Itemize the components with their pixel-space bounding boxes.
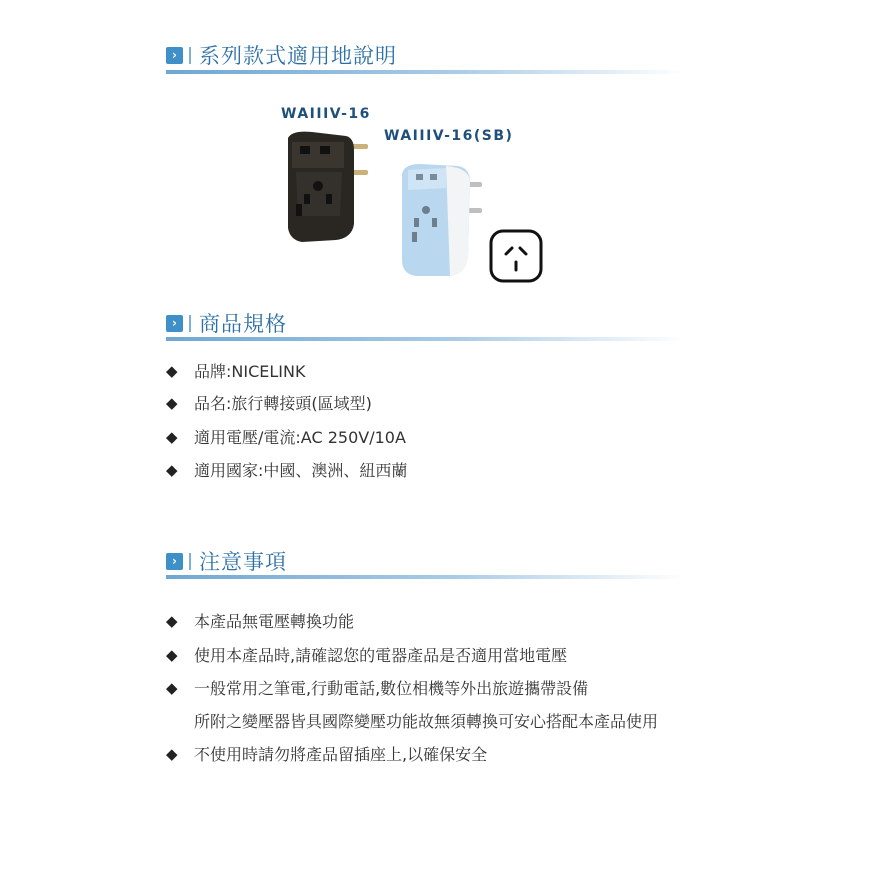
note-1: 本產品無電壓轉換功能 <box>194 612 355 631</box>
header-divider <box>189 553 191 570</box>
notes-section-header <box>166 546 287 576</box>
note-3-continuation: 所附之變壓器皆具國際變壓功能故無須轉換可安心搭配本產品使用 <box>194 712 659 731</box>
series-section-title: 系列款式適用地說明 <box>199 44 397 68</box>
chevron-right-icon: › <box>166 47 183 64</box>
specs-section-title: 商品規格 <box>199 312 287 336</box>
list-item <box>166 609 354 632</box>
note-4: 不使用時請勿將產品留插座上,以確保安全 <box>194 745 488 764</box>
list-item <box>166 359 305 382</box>
diamond-bullet-icon: ◆ <box>166 361 178 380</box>
list-item <box>166 643 567 666</box>
diamond-bullet-icon: ◆ <box>166 427 178 446</box>
spec-voltage: 適用電壓/電流:AC 250V/10A <box>194 428 406 447</box>
type-i-socket-icon <box>488 228 544 284</box>
diamond-bullet-icon: ◆ <box>166 645 178 664</box>
list-item <box>166 391 372 414</box>
chevron-right-icon: › <box>166 553 183 570</box>
chevron-right-icon: › <box>166 315 183 332</box>
list-item <box>166 742 487 765</box>
specs-underline <box>166 337 686 341</box>
list-item <box>166 676 588 699</box>
spec-name: 品名:旅行轉接頭(區域型) <box>194 394 372 413</box>
blue-adapter-image <box>396 160 488 280</box>
diamond-bullet-icon: ◆ <box>166 611 178 630</box>
model-label-black: WAIIIV-16 <box>281 106 371 122</box>
header-divider <box>189 47 191 64</box>
specs-section-header <box>166 308 287 338</box>
list-item <box>166 458 407 481</box>
spec-brand: 品牌:NICELINK <box>194 362 306 381</box>
model-label-blue: WAIIIV-16(SB) <box>384 128 514 144</box>
header-divider <box>189 315 191 332</box>
series-underline <box>166 70 686 74</box>
diamond-bullet-icon: ◆ <box>166 678 178 697</box>
black-adapter-image <box>282 128 374 246</box>
note-2: 使用本產品時,請確認您的電器產品是否適用當地電壓 <box>194 646 568 665</box>
notes-underline <box>166 575 686 579</box>
notes-section-title: 注意事項 <box>199 550 287 574</box>
series-section-header <box>166 40 397 70</box>
spec-countries: 適用國家:中國、澳洲、紐西蘭 <box>194 461 408 480</box>
diamond-bullet-icon: ◆ <box>166 744 178 763</box>
list-item <box>166 425 406 448</box>
diamond-bullet-icon: ◆ <box>166 393 178 412</box>
note-3: 一般常用之筆電,行動電話,數位相機等外出旅遊攜帶設備 <box>194 679 589 698</box>
diamond-bullet-icon: ◆ <box>166 460 178 479</box>
